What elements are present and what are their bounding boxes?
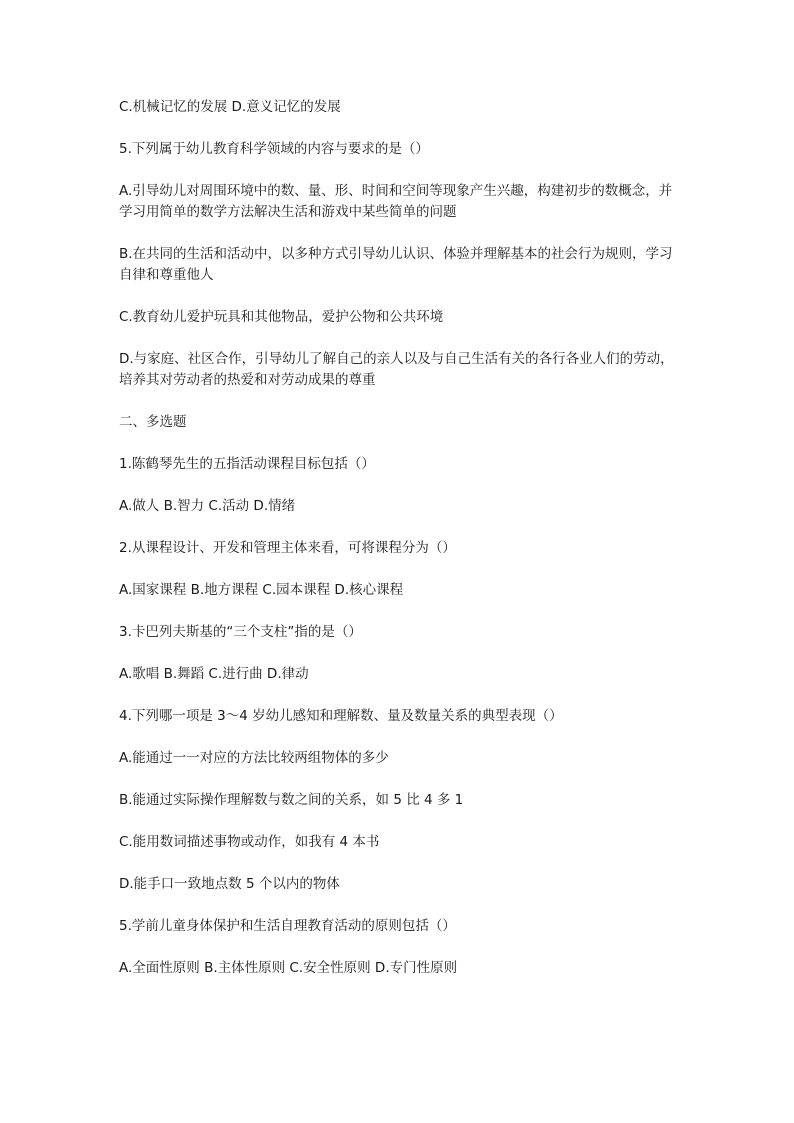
question-5-single: 5.下列属于幼儿教育科学领域的内容与要求的是（） xyxy=(119,141,429,157)
option-a-q5: A.引导幼儿对周围环境中的数、量、形、时间和空间等现象产生兴趣，构建初步的数概念，并学习用简单的数学方法解决生活和游戏中某些简单的问题 xyxy=(119,183,673,220)
question-3-multi: 3.卡巴列夫斯基的“三个支柱”指的是（） xyxy=(119,624,362,640)
option-c-q4-multi: C.能用数词描述事物或动作，如我有 4 本书 xyxy=(119,834,380,850)
question-2-multi: 2.从课程设计、开发和管理主体来看，可将课程分为（） xyxy=(119,540,456,556)
option-d-q4-multi: D.能手口一致地点数 5 个以内的物体 xyxy=(119,876,340,892)
options-q3-multi: A.歌唱 B.舞蹈 C.进行曲 D.律动 xyxy=(119,666,309,682)
question-4-multi: 4.下列哪一项是 3～4 岁幼儿感知和理解数、量及数量关系的典型表现（） xyxy=(119,708,563,724)
section-heading-multiple-choice: 二、多选题 xyxy=(119,414,187,430)
option-a-q4-multi: A.能通过一一对应的方法比较两组物体的多少 xyxy=(119,750,389,766)
option-d-q5: D.与家庭、社区合作，引导幼儿了解自己的亲人以及与自己生活有关的各行各业人们的劳动，培养其对劳动者的热爱和对劳动成果的尊重 xyxy=(119,351,674,388)
question-5-multi: 5.学前儿童身体保护和生活自理教育活动的原则包括（） xyxy=(119,918,456,934)
option-b-q5: B.在共同的生活和活动中，以多种方式引导幼儿认识、体验并理解基本的社会行为规则，学习自律和尊重他人 xyxy=(119,246,673,283)
options-q1-multi: A.做人 B.智力 C.活动 D.情绪 xyxy=(119,498,296,514)
options-q5-multi: A.全面性原则 B.主体性原则 C.安全性原则 D.专门性原则 xyxy=(119,960,458,976)
option-c-q5: C.教育幼儿爱护玩具和其他物品，爱护公物和公共环境 xyxy=(119,309,444,325)
options-q2-multi: A.国家课程 B.地方课程 C.园本课程 D.核心课程 xyxy=(119,582,404,598)
option-line-q4-cd: C.机械记忆的发展 D.意义记忆的发展 xyxy=(119,99,341,115)
document-content xyxy=(119,97,679,1000)
option-b-q4-multi: B.能通过实际操作理解数与数之间的关系，如 5 比 4 多 1 xyxy=(119,792,464,808)
question-1-multi: 1.陈鹤琴先生的五指活动课程目标包括（） xyxy=(119,456,375,472)
